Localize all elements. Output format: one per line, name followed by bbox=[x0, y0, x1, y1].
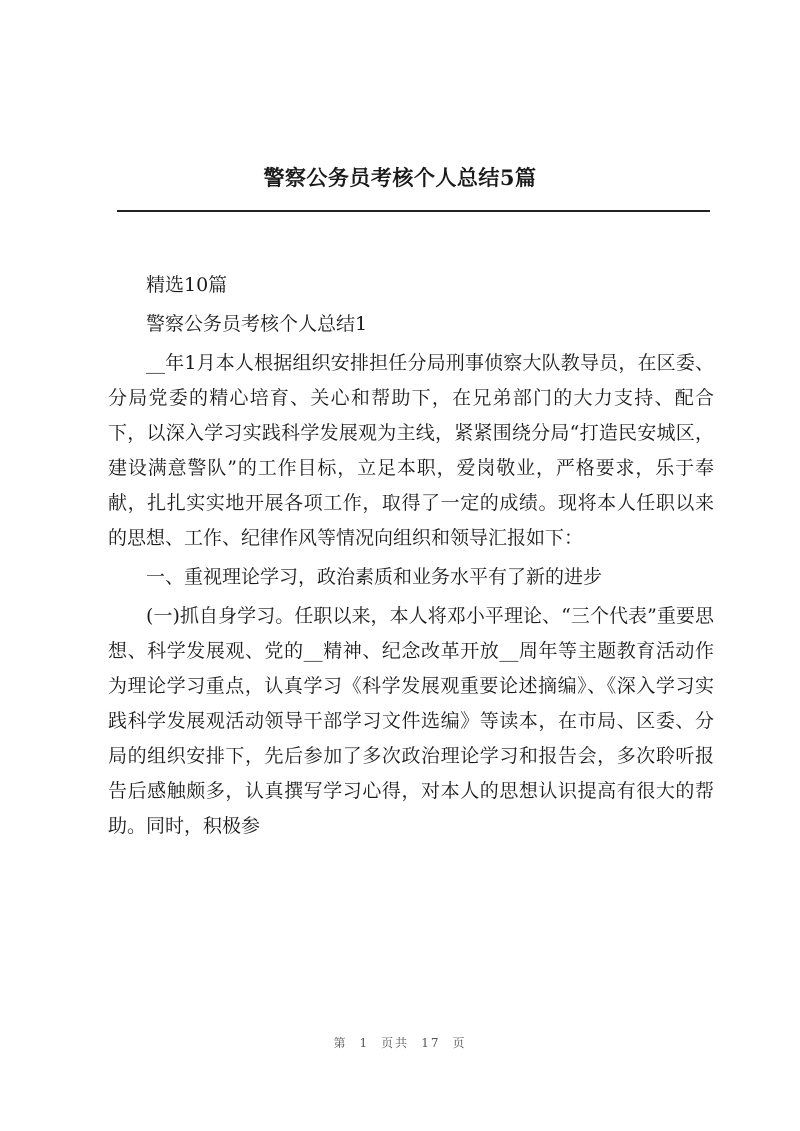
title-divider bbox=[117, 210, 710, 212]
subtitle-selection: 精选10篇 bbox=[146, 274, 228, 296]
page-footer bbox=[0, 1034, 800, 1051]
footer-label-page: 第 bbox=[333, 1036, 348, 1050]
body-paragraph: (一)抓自身学习。任职以来，本人将邓小平理论、“三个代表”重要思想、科学发展观、党的__精神、纪念改革开放__周年等主题教育活动作为理论学习重点，认真学习《科学发展观重要论述摘编》、《深入学习实践科学发展观活动领导干部学习文件选编》等读本，在市局、区委、分局的组织安排下，先后参加了多次政治理论学习和报告会，多次聆听报告后感触颇多，认真撰写学习心得，对本人的思想认识提高有很大的帮助。同时，积极参 bbox=[108, 605, 714, 837]
footer-label-of: 页共 bbox=[381, 1036, 410, 1050]
document-body bbox=[108, 268, 714, 848]
body-paragraph: __年1月本人根据组织安排担任分局刑事侦察大队教导员，在区委、分局党委的精心培育、关心和帮助下，在兄弟部门的大力支持、配合下，以深入学习实践科学发展观为主线，紧紧围绕分局“打造民安城区，建设满意警队”的工作目标，立足本职，爱岗敬业，严格要求，乐于奉献，扎扎实实地开展各项工作，取得了一定的成绩。现将本人任职以来的思想、工作、纪律作风等情况向组织和领导汇报如下： bbox=[108, 352, 714, 549]
footer-label-pages: 页 bbox=[452, 1036, 467, 1050]
footer-total-pages: 17 bbox=[421, 1036, 441, 1050]
subsection-heading: 一、重视理论学习，政治素质和业务水平有了新的进步 bbox=[146, 566, 603, 588]
section-heading: 警察公务员考核个人总结1 bbox=[146, 313, 368, 335]
footer-current-page: 1 bbox=[359, 1036, 370, 1050]
document-title: 警察公务员考核个人总结5篇 bbox=[263, 165, 537, 190]
